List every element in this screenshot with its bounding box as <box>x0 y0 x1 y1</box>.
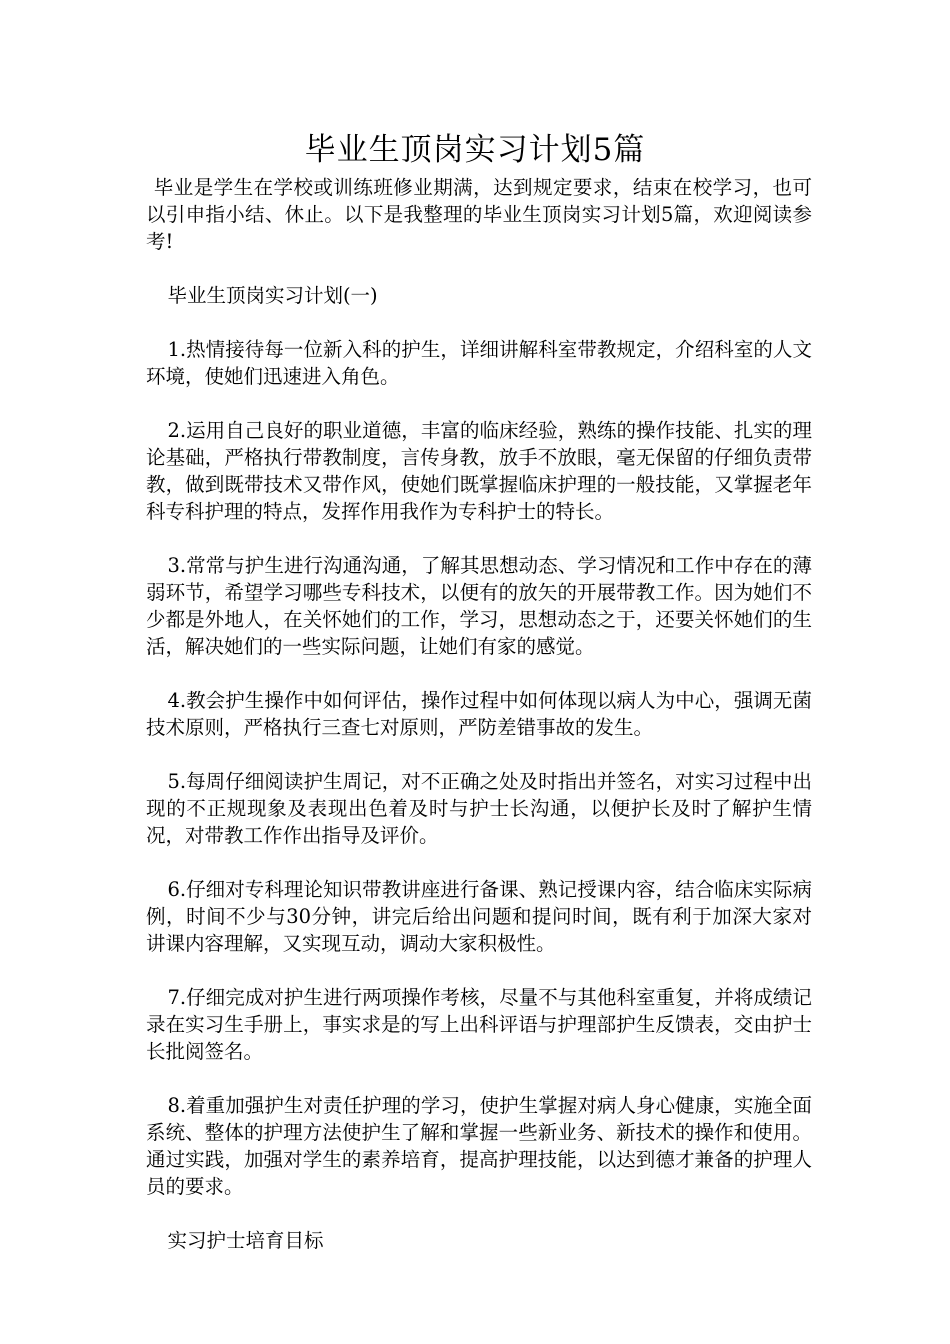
document-title: 毕业生顶岗实习计划5篇 <box>304 132 646 168</box>
list-item: 7.仔细完成对护生进行两项操作考核，尽量不与其他科室重复，并将成绩记录在实习生手册上，事实求是的写上出科评语与护理部护生反馈表，交由护士长批阅签名。 <box>146 986 812 1063</box>
document-body <box>146 174 812 1281</box>
list-item: 1.热情接待每一位新入科的护生，详细讲解科室带教规定，介绍科室的人文环境，使她们迅速进入角色。 <box>146 338 812 388</box>
list-item: 3.常常与护生进行沟通沟通，了解其思想动态、学习情况和工作中存在的薄弱环节，希望学习哪些专科技术，以便有的放矢的开展带教工作。因为她们不少都是外地人，在关怀她们的工作，学习，思想动态之于，还要关怀她们的生活，解决她们的一些实际问题，让她们有家的感觉。 <box>146 554 812 658</box>
list-item: 4.教会护生操作中如何评估，操作过程中如何体现以病人为中心，强调无菌技术原则，严格执行三查七对原则，严防差错事故的发生。 <box>146 689 812 739</box>
list-item: 6.仔细对专科理论知识带教讲座进行备课、熟记授课内容，结合临床实际病例，时间不少与30分钟，讲完后给出问题和提问时间，既有利于加深大家对讲课内容理解，又实现互动，调动大家积极性。 <box>146 878 812 955</box>
list-item: 8.着重加强护生对责任护理的学习，使护生掌握对病人身心健康，实施全面系统、整体的护理方法使护生了解和掌握一些新业务、新技术的操作和使用。通过实践，加强对学生的素养培育，提高护理技能，以达到德才兼备的护理人员的要求。 <box>146 1094 812 1198</box>
list-item: 2.运用自己良好的职业道德，丰富的临床经验，熟练的操作技能、扎实的理论基础，严格执行带教制度，言传身教，放手不放眼，毫无保留的仔细负责带教，做到既带技术又带作风，使她们既掌握临床护理的一般技能，又掌握老年科专科护理的特点，发挥作用我作为专科护士的特长。 <box>146 419 812 523</box>
closing-heading: 实习护士培育目标 <box>167 1229 324 1252</box>
section-heading: 毕业生顶岗实习计划(一) <box>167 284 378 307</box>
list-item: 5.每周仔细阅读护生周记，对不正确之处及时指出并签名，对实习过程中出现的不正规现象及表现出色着及时与护士长沟通，以便护长及时了解护生情况，对带教工作作出指导及评价。 <box>146 770 812 847</box>
intro-paragraph: 毕业是学生在学校或训练班修业期满，达到规定要求，结束在校学习，也可以引申指小结、休止。以下是我整理的毕业生顶岗实习计划5篇，欢迎阅读参考! <box>146 176 812 253</box>
